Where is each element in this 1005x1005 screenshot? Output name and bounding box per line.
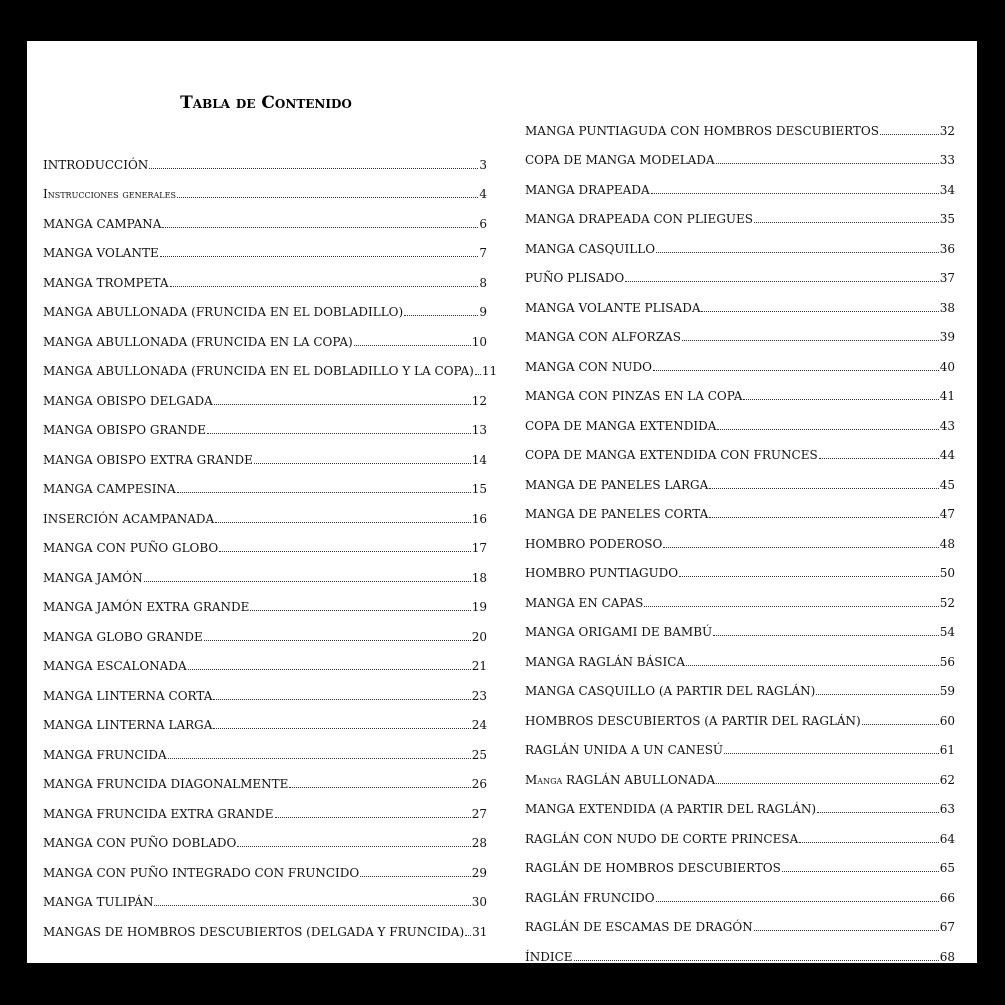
toc-entry-page: 15 xyxy=(471,482,487,496)
dot-leader xyxy=(574,960,939,961)
dot-leader xyxy=(880,134,939,135)
toc-entry-page: 67 xyxy=(939,920,955,934)
toc-entry-title: MANGA FRUNCIDA EXTRA GRANDE xyxy=(43,806,274,821)
dot-leader xyxy=(149,168,478,169)
toc-entry-page: 62 xyxy=(939,772,955,787)
page-title: Tabla de Contenido xyxy=(180,93,352,113)
toc-entry-page: 50 xyxy=(939,566,955,580)
toc-entry xyxy=(43,499,487,529)
dot-leader xyxy=(154,905,470,906)
dot-leader xyxy=(816,694,938,695)
toc-entry-page: 40 xyxy=(939,359,955,374)
dot-leader xyxy=(754,930,939,931)
toc-entry xyxy=(525,259,955,289)
toc-entry xyxy=(525,937,955,967)
toc-left-column xyxy=(43,145,498,942)
dot-leader xyxy=(862,724,939,725)
toc-entry-title: MANGA CON PUÑO GLOBO xyxy=(43,541,219,555)
toc-entry-page: 36 xyxy=(939,241,955,256)
toc-entry-page: 47 xyxy=(939,507,955,521)
toc-entry xyxy=(43,676,487,706)
toc-entry xyxy=(43,765,487,795)
dot-leader xyxy=(289,787,470,788)
toc-entry-title: MANGA FRUNCIDA xyxy=(43,747,167,762)
toc-entry-page: 18 xyxy=(471,570,487,585)
dot-leader xyxy=(716,783,939,784)
toc-entry xyxy=(525,642,955,672)
toc-entry-page: 8 xyxy=(479,275,487,290)
toc-entry-page: 26 xyxy=(471,777,487,791)
toc-entry-title: MANGA VOLANTE xyxy=(43,246,159,260)
toc-entry xyxy=(525,554,955,584)
toc-entry-page: 19 xyxy=(471,600,487,614)
toc-entry-page: 41 xyxy=(939,389,955,403)
dot-leader xyxy=(144,581,471,582)
toc-entry-title: Instrucciones generales xyxy=(43,187,176,201)
toc-entry xyxy=(43,824,487,854)
toc-entry xyxy=(525,583,955,613)
dot-leader xyxy=(644,606,938,607)
toc-entry-page: 34 xyxy=(939,182,955,197)
toc-entry xyxy=(525,878,955,908)
dot-leader xyxy=(724,753,939,754)
toc-entry xyxy=(525,170,955,200)
toc-entry xyxy=(43,794,487,824)
toc-entry-title: HOMBROS DESCUBIERTOS (A PARTIR DEL RAGLÁN) xyxy=(525,713,861,728)
toc-entry-page: 33 xyxy=(939,153,955,167)
toc-entry-title: MANGA CASQUILLO xyxy=(525,241,656,256)
toc-entry-page: 43 xyxy=(939,418,955,433)
toc-entry-title: MANGA CON ALFORZAS xyxy=(525,330,681,344)
toc-entry-page: 23 xyxy=(471,688,487,703)
toc-entry xyxy=(525,495,955,525)
toc-entry-page: 11 xyxy=(481,364,498,378)
toc-entry-page: 7 xyxy=(479,246,487,260)
toc-entry xyxy=(43,145,487,175)
toc-entry xyxy=(525,672,955,702)
toc-entry xyxy=(525,318,955,348)
toc-entry-page: 31 xyxy=(472,924,488,939)
toc-entry-title: COPA DE MANGA MODELADA xyxy=(525,153,715,167)
toc-entry xyxy=(43,293,487,323)
toc-entry-page: 25 xyxy=(471,747,487,762)
dot-leader xyxy=(213,728,470,729)
toc-entry-page: 56 xyxy=(939,654,955,669)
dot-leader xyxy=(782,871,939,872)
toc-entry-title: MANGA RAGLÁN BÁSICA xyxy=(525,654,686,669)
toc-entry-page: 6 xyxy=(479,216,487,231)
dot-leader xyxy=(653,370,939,371)
toc-entry xyxy=(43,352,498,382)
dot-leader xyxy=(215,522,470,523)
toc-entry xyxy=(525,377,955,407)
toc-entry-title: MANGA GLOBO GRANDE xyxy=(43,629,203,644)
toc-entry xyxy=(525,436,955,466)
toc-entry xyxy=(43,322,487,352)
dot-leader xyxy=(354,345,471,346)
toc-entry-title: MANGA CON PINZAS EN LA COPA xyxy=(525,389,743,403)
toc-entry-page: 64 xyxy=(939,831,955,846)
toc-entry-title: MANGA ABULLONADA (FRUNCIDA EN LA COPA) xyxy=(43,334,353,349)
toc-entry-page: 52 xyxy=(939,595,955,610)
dot-leader xyxy=(682,340,939,341)
toc-entry-title: INTRODUCCIÓN xyxy=(43,157,149,172)
dot-leader xyxy=(214,404,471,405)
dot-leader xyxy=(656,901,939,902)
dot-leader xyxy=(717,429,938,430)
toc-entry xyxy=(525,613,955,643)
toc-right-column xyxy=(525,111,955,967)
toc-entry-page: 9 xyxy=(479,305,487,319)
toc-entry xyxy=(43,440,487,470)
toc-entry xyxy=(43,735,487,765)
dot-leader xyxy=(709,517,938,518)
toc-entry-page: 32 xyxy=(939,123,955,138)
dot-leader xyxy=(754,222,939,223)
toc-entry-title: MANGA CASQUILLO (A PARTIR DEL RAGLÁN) xyxy=(525,684,816,698)
toc-entry-page: 24 xyxy=(471,718,487,732)
toc-entry-title: COPA DE MANGA EXTENDIDA xyxy=(525,418,717,433)
dot-leader xyxy=(207,433,471,434)
dot-leader xyxy=(170,286,479,287)
toc-entry xyxy=(525,406,955,436)
toc-entry-page: 13 xyxy=(471,423,487,437)
toc-entry-title: MANGA VOLANTE PLISADA xyxy=(525,300,701,315)
toc-entry-title: MANGA CAMPESINA xyxy=(43,482,176,496)
toc-entry-page: 29 xyxy=(471,865,487,880)
toc-entry xyxy=(525,347,955,377)
toc-entry xyxy=(43,617,487,647)
toc-entry-title: RAGLÁN FRUNCIDO xyxy=(525,890,655,905)
dot-leader xyxy=(716,163,939,164)
toc-entry xyxy=(43,529,487,559)
toc-entry-title: MANGA FRUNCIDA DIAGONALMENTE xyxy=(43,777,289,791)
toc-entry xyxy=(525,524,955,554)
dot-leader xyxy=(160,256,479,257)
toc-entry xyxy=(43,706,487,736)
toc-entry-title: MANGAS DE HOMBROS DESCUBIERTOS (DELGADA Y FRUNCIDA) xyxy=(43,924,465,939)
dot-leader xyxy=(188,669,471,670)
toc-entry-title: MANGA LINTERNA CORTA xyxy=(43,688,213,703)
dot-leader xyxy=(465,935,471,936)
dot-leader xyxy=(651,193,939,194)
toc-entry xyxy=(43,381,487,411)
dot-leader xyxy=(743,399,938,400)
toc-entry-title: MANGA TULIPÁN xyxy=(43,895,154,909)
toc-entry xyxy=(43,883,487,913)
toc-entry-page: 27 xyxy=(471,806,487,821)
dot-leader xyxy=(237,846,470,847)
toc-entry xyxy=(43,588,487,618)
toc-entry-title: MANGA OBISPO DELGADA xyxy=(43,393,213,408)
dot-leader xyxy=(819,458,939,459)
toc-entry-title: PUÑO PLISADO xyxy=(525,271,625,285)
dot-leader xyxy=(799,842,938,843)
toc-entry-title: MANGA OBISPO GRANDE xyxy=(43,423,207,437)
toc-entry-title: INSERCIÓN ACAMPANADA xyxy=(43,511,215,526)
toc-entry-title: HOMBRO PODEROSO xyxy=(525,536,663,551)
toc-entry xyxy=(43,558,487,588)
toc-entry-page: 12 xyxy=(471,393,487,408)
toc-entry-title: MANGA DE PANELES LARGA xyxy=(525,477,709,492)
dot-leader xyxy=(625,281,938,282)
toc-page xyxy=(27,41,977,963)
toc-entry-title: MANGA TROMPETA xyxy=(43,275,169,290)
dot-leader xyxy=(663,547,938,548)
dot-leader xyxy=(219,551,470,552)
toc-entry xyxy=(525,908,955,938)
toc-entry-title: MANGA CON PUÑO DOBLADO xyxy=(43,836,237,850)
toc-entry xyxy=(525,200,955,230)
toc-entry-page: 37 xyxy=(939,271,955,285)
dot-leader xyxy=(404,315,478,316)
dot-leader xyxy=(713,635,939,636)
toc-entry-title: MANGA EXTENDIDA (A PARTIR DEL RAGLÁN) xyxy=(525,802,817,816)
toc-entry xyxy=(43,470,487,500)
toc-entry-page: 45 xyxy=(939,477,955,492)
toc-entry xyxy=(43,175,487,205)
toc-entry-page: 38 xyxy=(939,300,955,315)
toc-entry xyxy=(525,229,955,259)
toc-entry-page: 60 xyxy=(939,713,955,728)
toc-entry-title: MANGA CON NUDO xyxy=(525,359,652,374)
toc-entry-title: MANGA ABULLONADA (FRUNCIDA EN EL DOBLADILLO) xyxy=(43,305,404,319)
toc-entry-title: MANGA OBISPO EXTRA GRANDE xyxy=(43,452,253,467)
dot-leader xyxy=(275,817,471,818)
toc-entry xyxy=(43,204,487,234)
toc-entry-title: MANGA LINTERNA LARGA xyxy=(43,718,213,732)
dot-leader xyxy=(204,640,471,641)
toc-entry-title: MANGA ABULLONADA (FRUNCIDA EN EL DOBLADILLO Y LA COPA) xyxy=(43,364,474,378)
toc-entry-page: 35 xyxy=(939,212,955,226)
toc-entry xyxy=(525,288,955,318)
toc-entry-page: 14 xyxy=(471,452,487,467)
toc-entry-title: MANGA JAMÓN xyxy=(43,570,143,585)
toc-entry-title: MANGA JAMÓN EXTRA GRANDE xyxy=(43,600,250,614)
toc-entry-page: 3 xyxy=(479,157,487,172)
toc-entry xyxy=(43,234,487,264)
toc-entry-page: 10 xyxy=(471,334,487,349)
toc-entry-title: ÍNDICE xyxy=(525,949,573,964)
toc-entry-page: 54 xyxy=(939,625,955,639)
dot-leader xyxy=(213,699,470,700)
toc-entry-page: 20 xyxy=(471,629,487,644)
toc-entry-title: Manga RAGLÁN ABULLONADA xyxy=(525,772,716,787)
toc-entry-title: HOMBRO PUNTIAGUDO xyxy=(525,566,679,580)
toc-entry-title: MANGA DE PANELES CORTA xyxy=(525,507,709,521)
toc-entry xyxy=(43,647,487,677)
toc-entry-title: COPA DE MANGA EXTENDIDA CON FRUNCES xyxy=(525,448,818,462)
toc-entry-page: 61 xyxy=(939,743,955,757)
toc-entry-page: 59 xyxy=(939,684,955,698)
toc-entry xyxy=(43,912,487,942)
dot-leader xyxy=(177,197,478,198)
toc-entry xyxy=(525,790,955,820)
toc-entry-page: 28 xyxy=(471,836,487,850)
toc-entry xyxy=(43,411,487,441)
toc-entry-title: MANGA DRAPEADA CON PLIEGUES xyxy=(525,212,753,226)
toc-entry-page: 17 xyxy=(471,541,487,555)
dot-leader xyxy=(679,576,939,577)
toc-entry xyxy=(43,853,487,883)
dot-leader xyxy=(168,758,471,759)
toc-entry-title: MANGA ESCALONADA xyxy=(43,659,187,673)
toc-entry xyxy=(43,263,487,293)
toc-entry xyxy=(525,141,955,171)
toc-entry-title: MANGA CON PUÑO INTEGRADO CON FRUNCIDO xyxy=(43,865,360,880)
toc-entry-page: 21 xyxy=(471,659,487,673)
toc-entry-page: 30 xyxy=(471,895,487,909)
toc-entry-title: MANGA ORIGAMI DE BAMBÚ xyxy=(525,625,713,639)
toc-entry-page: 66 xyxy=(939,890,955,905)
toc-entry-page: 16 xyxy=(471,511,487,526)
toc-entry xyxy=(525,111,955,141)
dot-leader xyxy=(701,311,938,312)
toc-entry-page: 4 xyxy=(479,187,487,201)
dot-leader xyxy=(656,252,939,253)
toc-entry xyxy=(525,849,955,879)
dot-leader xyxy=(177,492,471,493)
toc-entry-title: RAGLÁN DE ESCAMAS DE DRAGÓN xyxy=(525,920,753,934)
toc-entry xyxy=(525,465,955,495)
toc-entry xyxy=(525,731,955,761)
toc-entry xyxy=(525,760,955,790)
toc-entry-page: 65 xyxy=(939,861,955,875)
toc-entry-title: RAGLÁN CON NUDO DE CORTE PRINCESA xyxy=(525,831,799,846)
toc-entry-title: MANGA EN CAPAS xyxy=(525,595,644,610)
dot-leader xyxy=(686,665,939,666)
toc-entry-title: MANGA CAMPANA xyxy=(43,216,162,231)
toc-entry-page: 68 xyxy=(939,949,955,964)
dot-leader xyxy=(162,227,478,228)
toc-entry-page: 39 xyxy=(939,330,955,344)
dot-leader xyxy=(250,610,470,611)
toc-entry-page: 63 xyxy=(939,802,955,816)
toc-entry-page: 44 xyxy=(939,448,955,462)
dot-leader xyxy=(475,374,481,375)
toc-entry xyxy=(525,819,955,849)
dot-leader xyxy=(360,876,470,877)
toc-entry-title: MANGA DRAPEADA xyxy=(525,182,650,197)
dot-leader xyxy=(254,463,471,464)
toc-entry-title: RAGLÁN DE HOMBROS DESCUBIERTOS xyxy=(525,861,781,875)
toc-entry-title: MANGA PUNTIAGUDA CON HOMBROS DESCUBIERTOS xyxy=(525,123,879,138)
toc-entry-title: RAGLÁN UNIDA A UN CANESÚ xyxy=(525,743,724,757)
toc-entry-page: 48 xyxy=(939,536,955,551)
dot-leader xyxy=(817,812,939,813)
toc-entry xyxy=(525,701,955,731)
dot-leader xyxy=(709,488,938,489)
